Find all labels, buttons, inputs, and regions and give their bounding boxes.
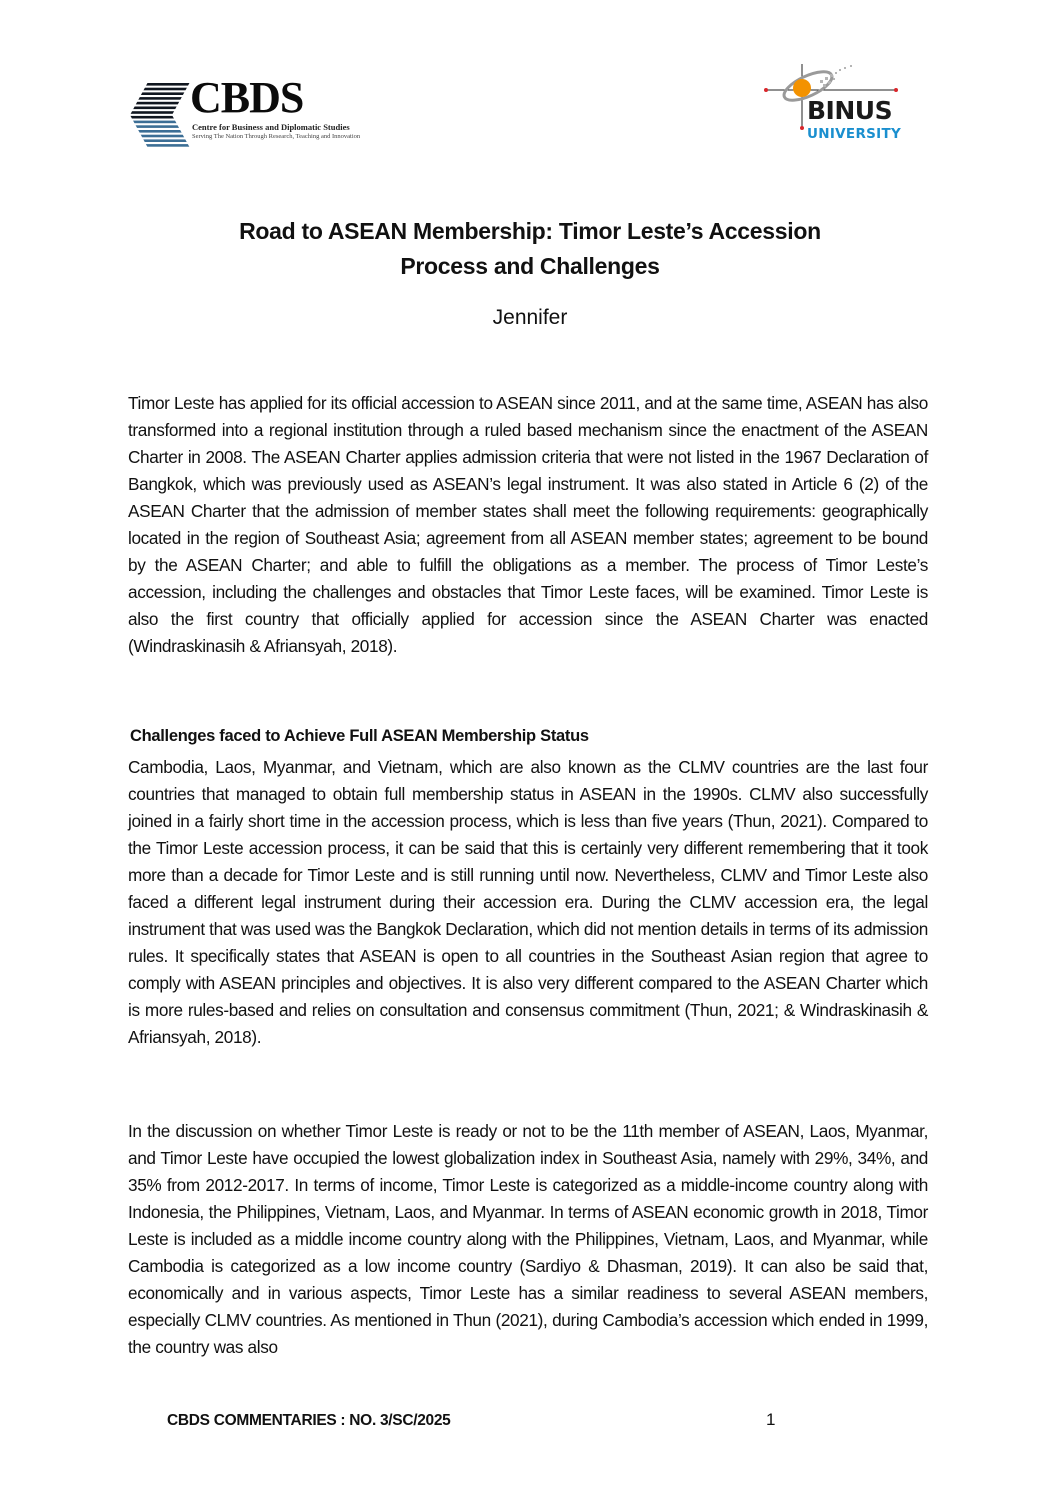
logo-stripe: [130, 139, 190, 142]
binus-logo: [758, 62, 918, 152]
title-line-1: Road to ASEAN Membership: Timor Leste’s Accession: [239, 218, 821, 244]
cbds-chevron-icon: [130, 82, 190, 148]
logo-stripe: [130, 121, 190, 124]
logo-stripe: [130, 116, 190, 119]
binus-wordmark: BINUS: [807, 96, 893, 125]
cbds-subtitle: Centre for Business and Diplomatic Studies: [192, 122, 350, 132]
cbds-logo: [130, 73, 361, 152]
author-name: Jennifer: [492, 306, 568, 329]
logo-stripe: [130, 88, 190, 91]
title-line-2: Process and Challenges: [400, 253, 660, 279]
paragraph-readiness: In the discussion on whether Timor Leste is ready or not to be the 11th member of ASEAN, Laos, Myanmar, and Timor Leste have occupied the lowest globalization index in Southeast Asia, namely with 29%, 34%, and 35% from 2012-2017. In terms of income, Timor Leste is categorized as a middle-income country along with Indonesia, the Philippines, Vietnam, Laos, and Myanmar. In terms of ASEAN economic growth in 2018, Timor Leste is included as a middle income country along with the Philippines, Vietnam, Laos, and Myanmar, while Cambodia is categorized as a low income country (Sardiyo & Dhasman, 2019). It can also be said that, economically and in various aspects, Timor Leste has a similar readiness to several ASEAN members, especially CLMV countries. As mentioned in Thun (2021), during Cambodia’s accession which ended in 1999, the country was also: [128, 1121, 928, 1357]
logo-stripe: [130, 135, 190, 138]
logo-stripe: [130, 130, 190, 133]
logo-stripe: [130, 144, 190, 147]
logo-stripe: [130, 97, 190, 100]
logo-stripe: [130, 92, 190, 95]
logo-stripe: [130, 83, 190, 86]
logo-stripe: [130, 102, 190, 105]
logo-stripe: [130, 125, 190, 128]
document-title: [130, 214, 930, 284]
binus-subtitle: UNIVERSITY: [807, 126, 902, 142]
paragraph-intro: Timor Leste has applied for its official accession to ASEAN since 2011, and at the same time, ASEAN has also transformed into a regional institution through a ruled based mechanism since the enactment of the ASEAN Charter in 2008. The ASEAN Charter applies admission criteria that were not listed in the 1967 Declaration of Bangkok, which was previously used as ASEAN’s legal instrument. It was also stated in Article 6 (2) of the ASEAN Charter that the admission of member states shall meet the following requirements: geographically located in the region of Southeast Asia; agreement from all ASEAN member states; agreement to be bound by the ASEAN Charter; and able to fulfill the obligations as a member. The process of Timor Leste’s accession, including the challenges and obstacles that Timor Leste faces, will be examined. Timor Leste is also the first country that officially applied for accession since the ASEAN Charter was enacted (Windraskinasih & Afriansyah, 2018).: [128, 393, 928, 656]
cbds-wordmark: CBDS: [190, 73, 304, 122]
footer-series: CBDS COMMENTARIES : NO. 3/SC/2025: [167, 1412, 451, 1429]
logo-stripe: [130, 107, 190, 110]
section-heading: Challenges faced to Achieve Full ASEAN Membership Status: [130, 727, 589, 745]
page-number: 1: [766, 1410, 776, 1429]
cbds-tagline: Serving The Nation Through Research, Teaching and Innovation: [192, 133, 361, 140]
paragraph-clmv: Cambodia, Laos, Myanmar, and Vietnam, which are also known as the CLMV countries are the last four countries that managed to obtain full membership status in ASEAN in the 1990s. CLMV also successfully joined in a fairly short time in the accession process, which is less than five years (Thun, 2021). Compared to the Timor Leste accession process, it can be said that this is certainly very different remembering that it took more than a decade for Timor Leste and is still running until now. Nevertheless, CLMV and Timor Leste also faced a different legal instrument during their accession era. During the CLMV accession era, the legal instrument that was used was the Bangkok Declaration, which did not mention details in terms of its admission rules. It specifically states that ASEAN is open to all countries in the Southeast Asian region that agree to comply with ASEAN principles and objectives. It is also very different compared to the ASEAN Charter which is more rules-based and relies on consultation and consensus commitment (Thun, 2021; & Windraskinasih & Afriansyah, 2018).: [128, 757, 928, 1047]
logo-stripe: [130, 111, 190, 114]
